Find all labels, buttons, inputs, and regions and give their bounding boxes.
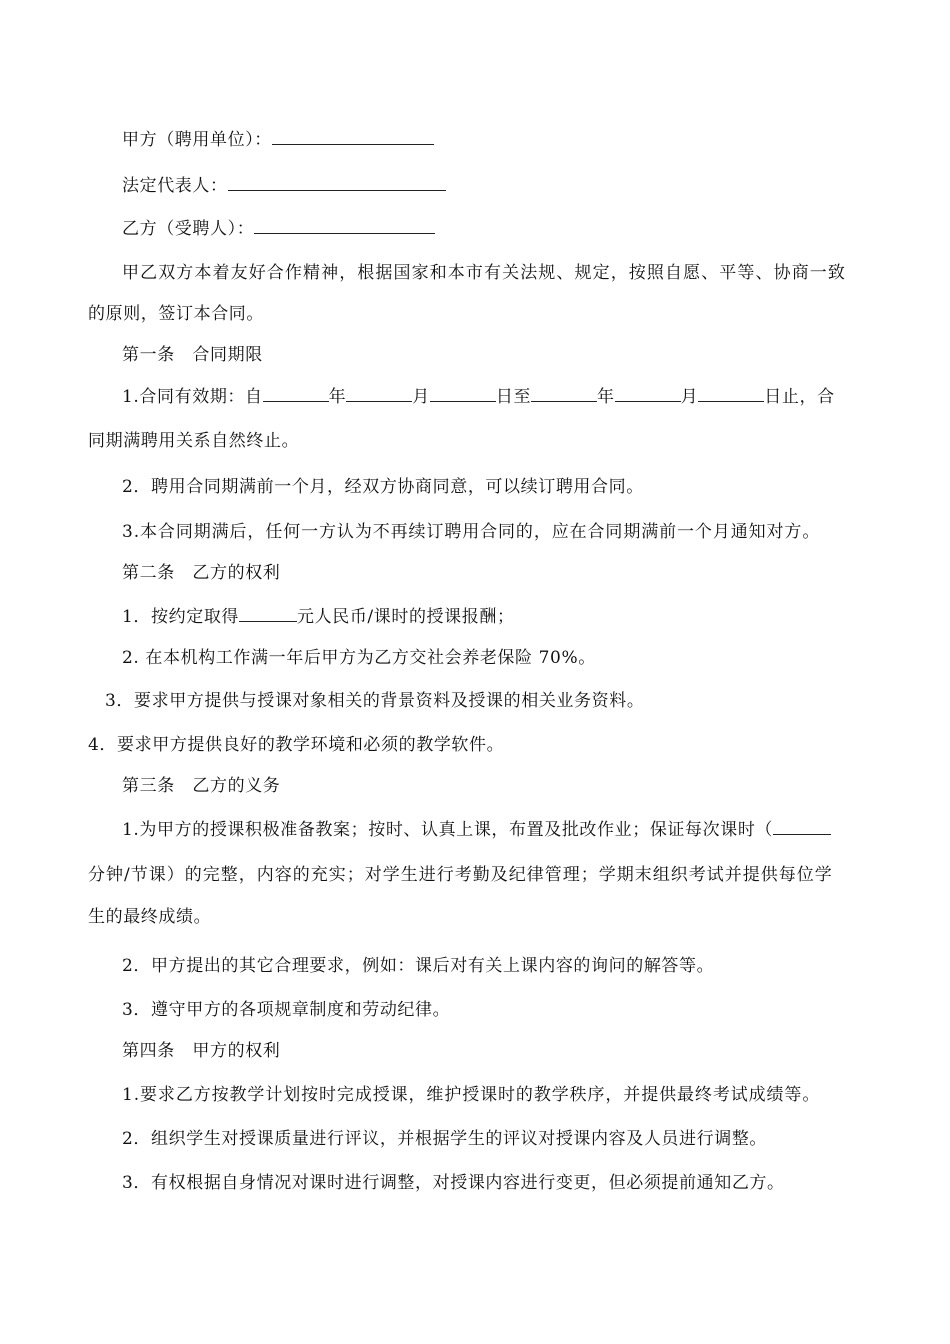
article-1-heading: 第一条 合同期限: [122, 345, 263, 365]
end-day-blank: [698, 385, 764, 402]
minutes-blank: [773, 818, 831, 835]
art3-clause1-line1: [122, 818, 831, 842]
art1-clause2: 2．聘用合同期满前一个月，经双方协商同意，可以续订聘用合同。: [122, 477, 644, 497]
art2-c1-prefix: 1．按约定取得: [122, 607, 240, 627]
art3-clause1-line2: 分钟/节课）的完整，内容的充实；对学生进行考勤及纪律管理；学期末组织考试并提供每位学: [88, 865, 833, 885]
article-4-heading: 第四条 甲方的权利: [122, 1041, 281, 1061]
art3-clause3: 3．遵守甲方的各项规章制度和劳动纪律。: [122, 1000, 451, 1020]
end-year-blank: [531, 385, 597, 402]
end-day-label: 日止，合: [764, 387, 835, 407]
end-month-blank: [615, 385, 681, 402]
art2-c1-suffix: 元人民币/课时的授课报酬；: [297, 607, 515, 627]
party-a-line: [122, 128, 434, 152]
start-month-blank: [346, 385, 412, 402]
art3-clause2: 2．甲方提出的其它合理要求，例如：课后对有关上课内容的询问的解答等。: [122, 956, 715, 976]
art1-clause3: 3.本合同期满后，任何一方认为不再续订聘用合同的，应在合同期满前一个月通知对方。: [122, 522, 821, 542]
intro-line-2: 的原则，签订本合同。: [88, 304, 264, 324]
art1-c1-prefix: 1.合同有效期：自: [122, 387, 263, 407]
party-a-blank: [272, 128, 434, 145]
art3-c1-text: 1.为甲方的授课积极准备教案；按时、认真上课，布置及批改作业；保证每次课时（: [122, 820, 774, 840]
end-month-label: 月: [680, 387, 699, 407]
article-2-heading: 第二条 乙方的权利: [122, 563, 281, 583]
art1-clause1-line1: [122, 385, 835, 409]
art1-clause1-line2: 同期满聘用关系自然终止。: [88, 431, 300, 451]
party-b-line: [122, 217, 435, 241]
start-month-label: 月: [412, 387, 430, 407]
art2-clause2: 2. 在本机构工作满一年后甲方为乙方交社会养老保险 70%。: [122, 648, 596, 668]
party-b-blank: [254, 217, 435, 234]
art4-clause2: 2．组织学生对授课质量进行评议，并根据学生的评议对授课内容及人员进行调整。: [122, 1129, 768, 1149]
legal-rep-blank: [228, 174, 446, 191]
start-year-blank: [263, 385, 329, 402]
art4-clause1: 1.要求乙方按教学计划按时完成授课，维护授课时的教学秩序，并提供最终考试成绩等。: [122, 1085, 821, 1105]
article-3-heading: 第三条 乙方的义务: [122, 776, 281, 796]
fee-blank: [239, 605, 297, 622]
art2-clause1: [122, 605, 515, 629]
party-a-label: 甲方（聘用单位）：: [122, 130, 272, 150]
art2-clause4: 4．要求甲方提供良好的教学环境和必须的教学软件。: [88, 735, 505, 755]
intro-line-1: 甲乙双方本着友好合作精神，根据国家和本市有关法规、规定，按照自愿、平等、协商一致: [122, 263, 846, 283]
legal-rep-line: [122, 174, 446, 198]
art3-clause1-line3: 生的最终成绩。: [88, 907, 212, 927]
start-day-blank: [430, 385, 496, 402]
end-year-label: 年: [597, 387, 615, 407]
start-day-label: 日至: [495, 387, 532, 407]
art4-clause3: 3．有权根据自身情况对课时进行调整，对授课内容进行变更，但必须提前通知乙方。: [122, 1173, 785, 1193]
start-year-label: 年: [328, 387, 347, 407]
legal-rep-label: 法定代表人：: [122, 176, 228, 196]
art2-clause3: 3．要求甲方提供与授课对象相关的背景资料及授课的相关业务资料。: [105, 691, 645, 711]
party-b-label: 乙方（受聘人）：: [122, 219, 255, 239]
